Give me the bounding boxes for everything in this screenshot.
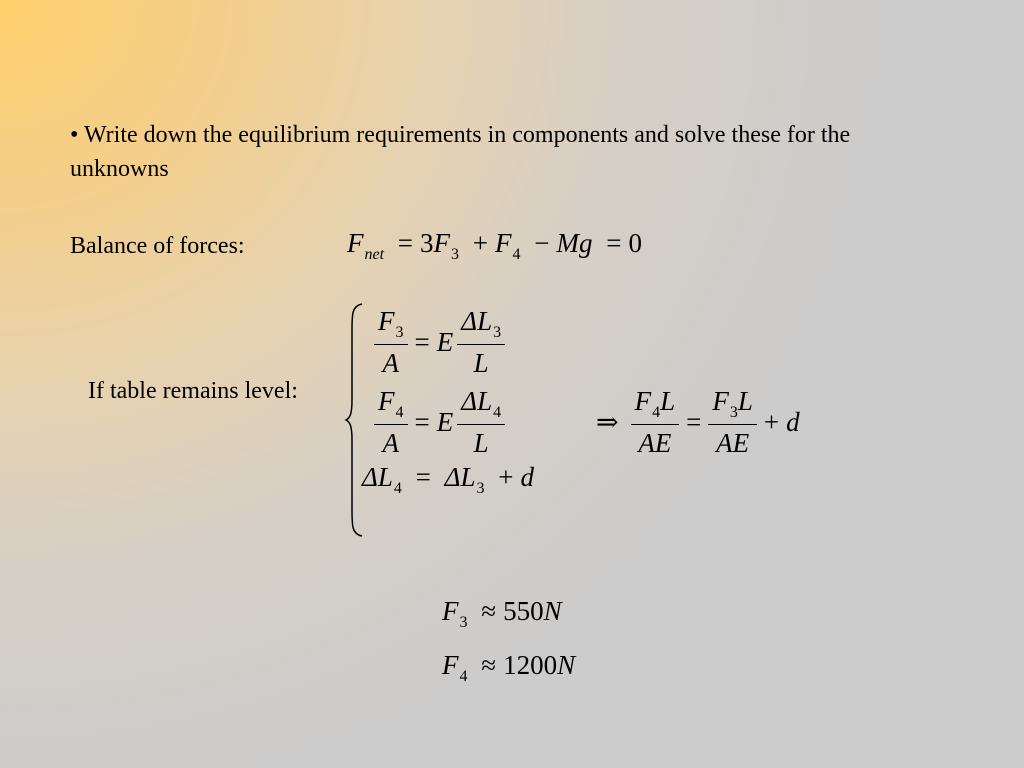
equation-strain-4: $\frac{F_4}{A}$ = E $\frac{\Delta L_4}{L}$ xyxy=(374,386,505,458)
fraction-dl4-over-l: $\frac{\Delta L_4}{L}$ xyxy=(457,386,505,458)
fraction-dl3-over-l: $\frac{\Delta L_3}{L}$ xyxy=(457,306,505,378)
intro-paragraph xyxy=(70,118,940,186)
equation-elongation: $\Delta L_4 = \Delta L_3 + d$ xyxy=(362,462,534,497)
system-brace xyxy=(344,300,366,540)
balance-label: Balance of forces: xyxy=(70,233,245,259)
balance-equation: $F_{net} = 3F_3 + F_4 - Mg = 0$ xyxy=(347,228,642,263)
level-label: If table remains level: xyxy=(88,378,298,404)
result-f3: $F_3 \approx 550N$ xyxy=(442,596,562,631)
fraction-f4l-over-ae: $\frac{F_4L}{AE}$ xyxy=(631,386,680,458)
fraction-f3-over-a: $\frac{F_3}{A}$ xyxy=(374,306,408,378)
implies-arrow: ⇒ xyxy=(596,406,619,437)
result-f4: $F_4 \approx 1200N$ xyxy=(442,650,576,685)
intro-text: Write down the equilibrium requirements in components and solve these for the unknowns xyxy=(70,122,851,182)
fraction-f4-over-a: $\frac{F_4}{A}$ xyxy=(374,386,408,458)
implied-equation: ⇒ $\frac{F_4L}{AE}$ = $\frac{F_3L}{AE}$ + d xyxy=(596,386,800,458)
bullet-marker: • xyxy=(70,122,79,148)
equation-strain-3: $\frac{F_3}{A}$ = E $\frac{\Delta L_3}{L}$ xyxy=(374,306,505,378)
fraction-f3l-over-ae: $\frac{F_3L}{AE}$ xyxy=(708,386,757,458)
